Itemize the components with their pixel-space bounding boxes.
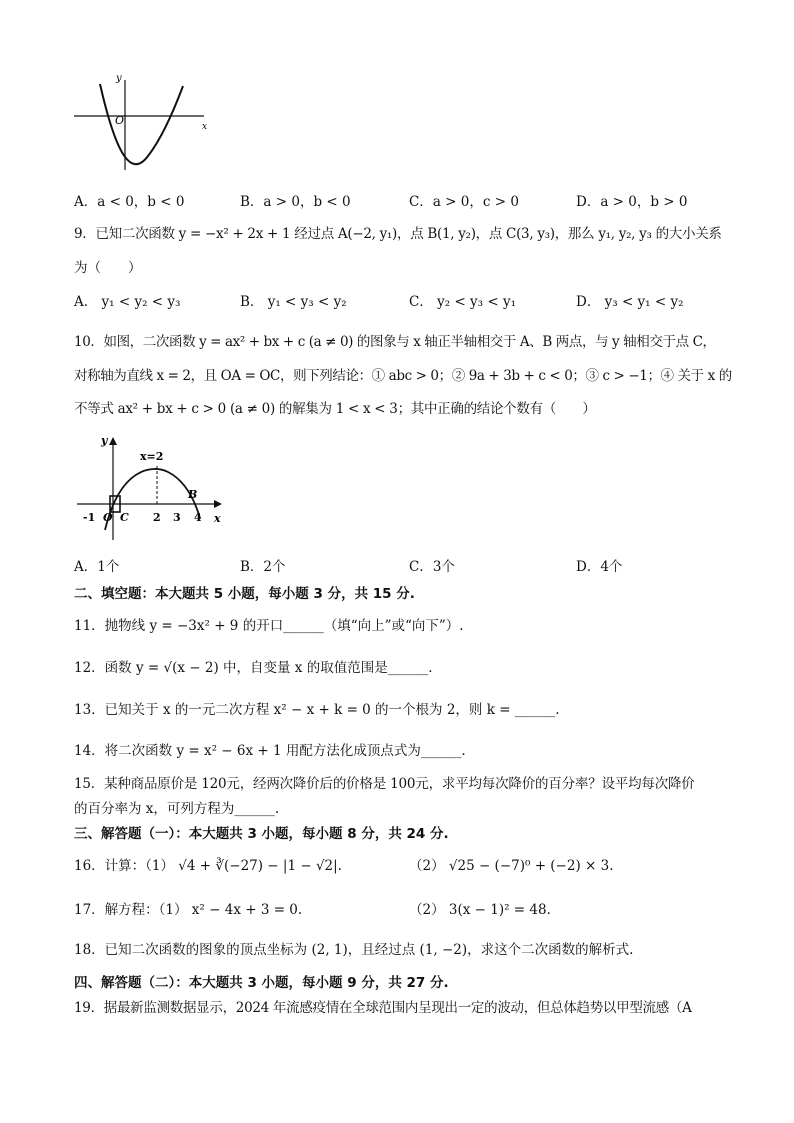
q8-option-c: C．a > 0，c > 0 [409,194,519,210]
q10-option-d: D．4个 [576,559,623,575]
graph2-tick-3: 3 [173,511,181,524]
q14: 14．将二次函数 y = x² − 6x + 1 用配方法化成顶点式为______. [74,743,466,759]
section-heading-solve-2: 四、解答题（二）：本大题共 3 小题，每小题 9 分，共 27 分. [74,975,449,991]
q15-line2: 的百分率为 x，可列方程为______. [74,801,280,817]
q10-stem-line3: 不等式 ax² + bx + c > 0 (a ≠ 0) 的解集为 1 < x < 3；其中正确的结论个数有（ ） [74,401,596,417]
q10-stem-line2: 对称轴为直线 x = 2，且 OA = OC，则下列结论：① abc > 0；② 9a + 3b + c < 0；③ c > −1；④ 关于 x 的 [74,368,732,384]
graph2-x-label: x [214,512,221,525]
graph2-tick-origin: O [103,511,113,524]
parabola-graph-q10 [72,428,232,548]
graph1-y-label: y [116,73,122,84]
q9-option-d: D． y₃ < y₁ < y₂ [576,294,684,310]
q10-stem-line1: 10．如图，二次函数 y = ax² + bx + c (a ≠ 0) 的图象与 x 轴正半轴相交于 A、B 两点，与 y 轴相交于点 C， [74,334,716,350]
section-heading-solve-1: 三、解答题（一）：本大题共 3 小题，每小题 8 分，共 24 分. [74,826,449,842]
q10-option-c: C．3个 [409,559,455,575]
q16-part2: （2） √25 − (−7)⁰ + (−2) × 3. [409,858,614,874]
graph2-tick-neg1: -1 [83,511,96,524]
parabola-graph-q8 [70,70,215,175]
q17-part2: （2） 3(x − 1)² = 48. [409,902,551,918]
q11: 11．抛物线 y = −3x² + 9 的开口______（填“向上”或“向下”）. [74,618,464,634]
q16-part1: 16．计算：（1） √4 + ∛(−27) − |1 − √2|. [74,858,342,874]
graph2-x-arrow [214,500,222,508]
q18: 18．已知二次函数的图象的顶点坐标为 (2, 1)，且经过点 (1, −2)，求这个二次函数的解析式. [74,942,634,958]
graph2-tick-4: 4 [194,511,202,524]
q10-option-a: A．1个 [74,559,120,575]
graph1-origin-label: O [115,114,125,127]
q19-line1: 19．据最新监测数据显示，2024 年流感疫情在全球范围内呈现出一定的波动，但总体趋势以甲型流感（A [74,1000,692,1016]
q9-stem-line1: 9．已知二次函数 y = −x² + 2x + 1 经过点 A(−2, y₁)，点 B(1, y₂)，点 C(3, y₃)，那么 y₁, y₂, y₃ 的大小关系 [74,226,722,242]
section-heading-fill-blank: 二、填空题：本大题共 5 小题，每小题 3 分，共 15 分. [74,586,415,602]
q9-option-a: A． y₁ < y₂ < y₃ [74,294,181,310]
q15-line1: 15．某种商品原价是 120元，经两次降价后的价格是 100元，求平均每次降价的百分率？设平均每次降价 [74,776,695,792]
q9-option-b: B． y₁ < y₃ < y₂ [240,294,347,310]
graph2-point-b: B [188,488,198,501]
graph2-y-label: y [101,434,108,447]
graph2-tick-2: 2 [153,511,161,524]
q8-option-a: A．a < 0，b < 0 [74,194,185,210]
q12: 12．函数 y = √(x − 2) 中，自变量 x 的取值范围是______. [74,660,433,676]
q9-option-c: C． y₂ < y₃ < y₁ [409,294,517,310]
q8-option-d: D．a > 0，b > 0 [576,194,688,210]
graph2-symmetry-label: x=2 [140,450,164,463]
q8-option-b: B．a > 0，b < 0 [240,194,351,210]
q13: 13．已知关于 x 的一元二次方程 x² − x + k = 0 的一个根为 2，则 k = ______. [74,702,560,718]
q9-stem-line2: 为（ ） [74,260,142,276]
graph2-y-arrow [109,437,117,445]
graph1-x-label: x [202,122,208,132]
graph2-point-c: C [120,511,129,524]
q10-option-b: B．2个 [240,559,286,575]
q17-part1: 17．解方程：（1） x² − 4x + 3 = 0. [74,902,303,918]
